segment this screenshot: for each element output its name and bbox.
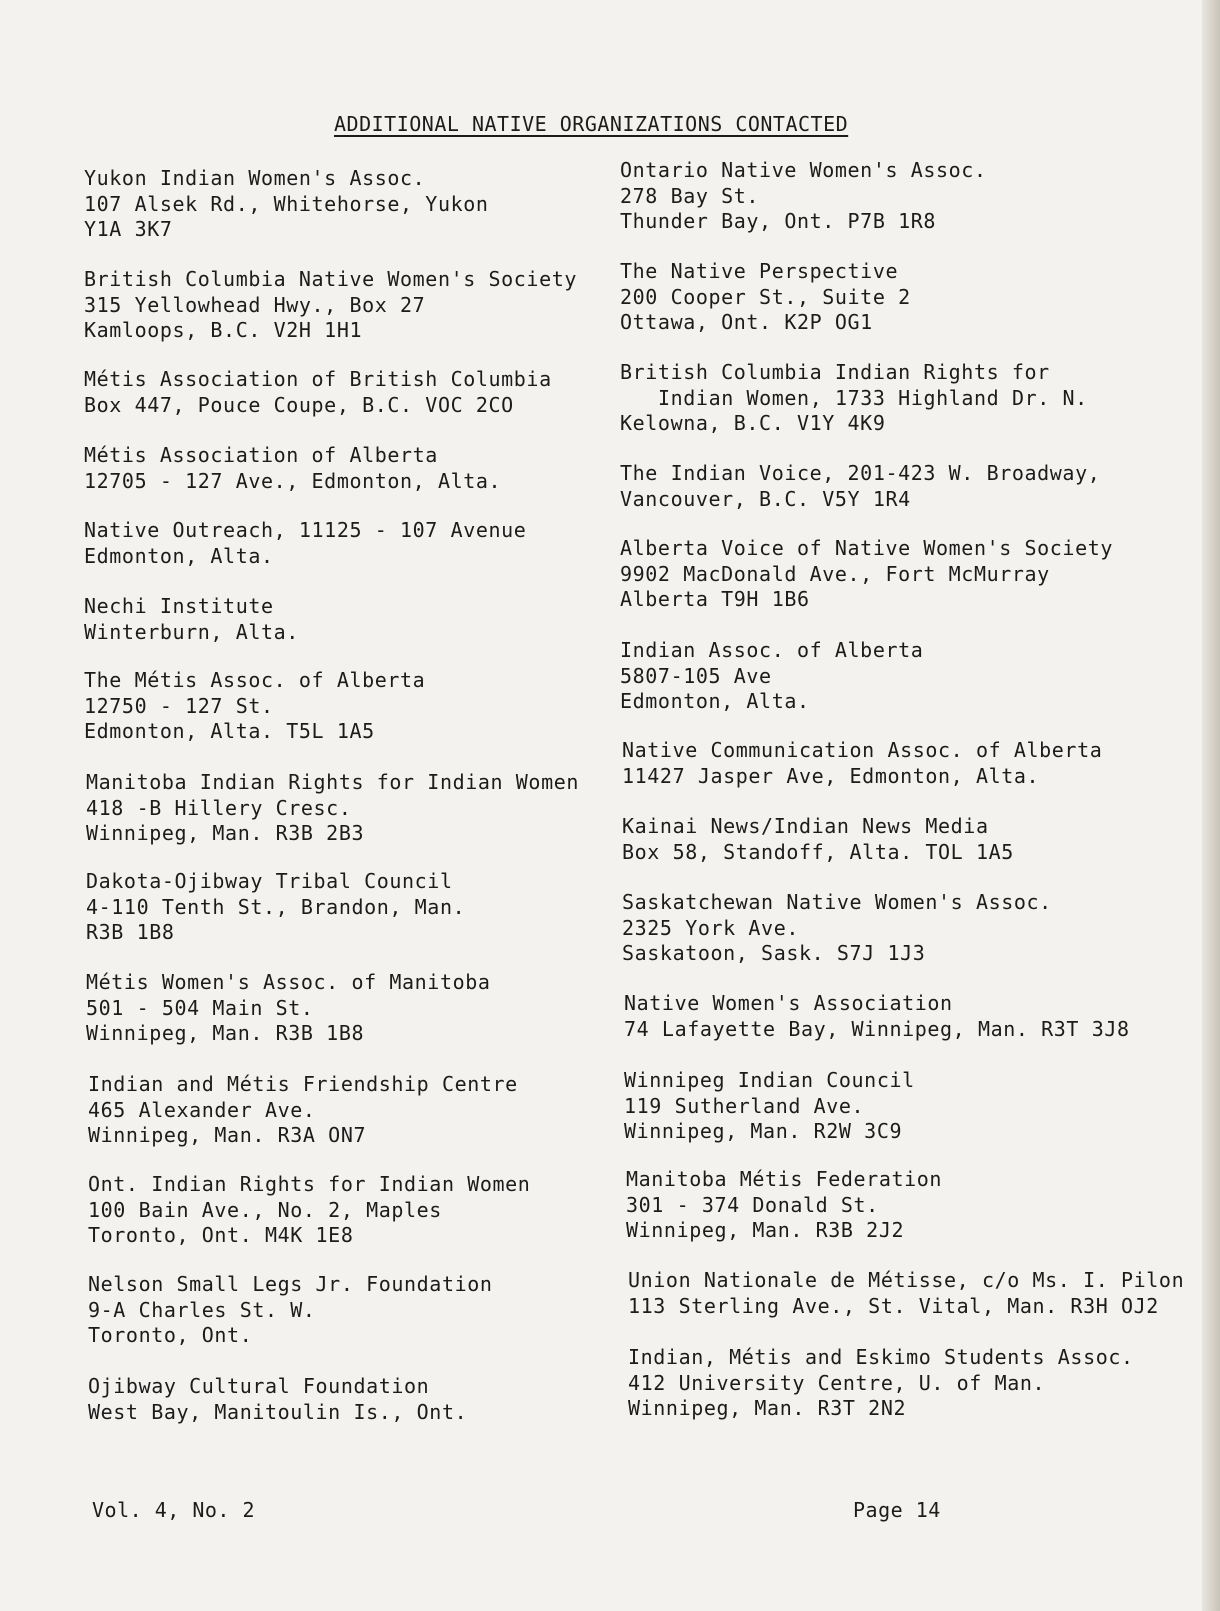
footer-volume: Vol. 4, No. 2	[92, 1498, 256, 1522]
org-address-line: 200 Cooper St., Suite 2	[620, 284, 911, 309]
org-address-line: Winnipeg, Man. R3A ON7	[88, 1123, 367, 1147]
page-title: ADDITIONAL NATIVE ORGANIZATIONS CONTACTED	[334, 112, 849, 136]
org-name: Winnipeg Indian Council	[624, 1068, 915, 1092]
org-address-line: Winnipeg, Man. R3B 1B8	[86, 1021, 365, 1045]
org-entry	[628, 1268, 1184, 1319]
org-entry	[620, 536, 1113, 613]
org-address-line: Winnipeg, Man. R3B 2J2	[626, 1218, 905, 1242]
org-name: Métis Women's Assoc. of Manitoba	[86, 970, 491, 994]
org-entry	[88, 1172, 530, 1249]
org-address-line: Winnipeg, Man. R2W 3C9	[624, 1119, 903, 1143]
org-name: British Columbia Native Women's Society	[84, 267, 577, 291]
org-entry	[86, 770, 579, 847]
org-entry	[88, 1272, 493, 1349]
org-name: Native Women's Association	[624, 991, 953, 1015]
org-entry	[626, 1167, 942, 1244]
org-entry	[84, 594, 299, 645]
org-name: Ojibway Cultural Foundation	[88, 1374, 430, 1398]
org-entry	[622, 814, 1014, 865]
org-name: The Métis Assoc. of Alberta	[84, 668, 426, 692]
org-address-line: Alberta T9H 1B6	[620, 587, 810, 611]
org-address-line: Kelowna, B.C. V1Y 4K9	[620, 411, 886, 435]
org-address-line: Box 447, Pouce Coupe, B.C. VOC 2CO	[84, 392, 514, 417]
org-entry	[86, 970, 491, 1047]
org-address-line: Y1A 3K7	[84, 217, 173, 241]
org-address-line: Box 58, Standoff, Alta. TOL 1A5	[622, 839, 1014, 864]
footer-page-number: Page 14	[853, 1498, 941, 1522]
org-address-line: Saskatoon, Sask. S7J 1J3	[622, 941, 926, 965]
org-entry	[84, 668, 425, 745]
org-address-line: 4-110 Tenth St., Brandon, Man.	[86, 894, 466, 919]
org-address-line: 100 Bain Ave., No. 2, Maples	[88, 1197, 442, 1222]
org-name: Yukon Indian Women's Assoc.	[84, 166, 426, 190]
org-name: Métis Association of Alberta	[84, 443, 438, 467]
org-address-line: 2325 York Ave.	[622, 915, 799, 940]
org-name: Kainai News/Indian News Media	[622, 814, 989, 838]
org-name: Saskatchewan Native Women's Assoc.	[622, 890, 1052, 914]
org-address-line: 119 Sutherland Ave.	[624, 1093, 865, 1118]
org-address-line: Kamloops, B.C. V2H 1H1	[84, 318, 363, 342]
org-entry	[84, 518, 526, 569]
org-entry	[84, 367, 552, 418]
org-address-line: Winterburn, Alta.	[84, 619, 299, 644]
org-address-line: 107 Alsek Rd., Whitehorse, Yukon	[84, 191, 489, 216]
org-address-line: 12750 - 127 St.	[84, 693, 274, 718]
org-address-line: West Bay, Manitoulin Is., Ont.	[88, 1399, 468, 1424]
org-name: Indian, Métis and Eskimo Students Assoc.	[628, 1345, 1134, 1369]
org-entry	[86, 869, 465, 946]
org-name: Manitoba Métis Federation	[626, 1167, 943, 1191]
org-address-line: 113 Sterling Ave., St. Vital, Man. R3H OJ2	[628, 1293, 1159, 1318]
org-name: Native Communication Assoc. of Alberta	[622, 738, 1103, 762]
org-name: Alberta Voice of Native Women's Society	[620, 536, 1113, 560]
org-address-line: Winnipeg, Man. R3B 2B3	[86, 821, 365, 845]
org-address-line: 301 - 374 Donald St.	[626, 1192, 879, 1217]
org-entry	[624, 991, 1130, 1042]
org-address-line: Toronto, Ont.	[88, 1323, 253, 1347]
org-address-line: R3B 1B8	[86, 920, 175, 944]
org-name: Union Nationale de Métisse, c/o Ms. I. Pilon	[628, 1268, 1185, 1292]
org-name: The Indian Voice, 201-423 W. Broadway,	[620, 461, 1101, 485]
org-address-line: Edmonton, Alta.	[620, 689, 810, 713]
org-name: The Native Perspective	[620, 259, 899, 283]
org-address-line: Vancouver, B.C. V5Y 1R4	[620, 486, 911, 511]
org-address-line: Edmonton, Alta. T5L 1A5	[84, 719, 375, 743]
org-address-line: 9-A Charles St. W.	[88, 1297, 316, 1322]
org-entry	[88, 1374, 467, 1425]
org-address-line: Winnipeg, Man. R3T 2N2	[628, 1396, 907, 1420]
org-entry	[628, 1345, 1134, 1422]
org-address-line: 5807-105 Ave	[620, 663, 772, 688]
org-address-line: 501 - 504 Main St.	[86, 995, 314, 1020]
org-entry	[620, 259, 911, 336]
org-name: Manitoba Indian Rights for Indian Women	[86, 770, 579, 794]
org-address-line: 9902 MacDonald Ave., Fort McMurray	[620, 561, 1050, 586]
org-name: British Columbia Indian Rights for	[620, 360, 1050, 384]
org-address-line: 278 Bay St.	[620, 183, 760, 208]
org-entry	[620, 158, 987, 235]
org-name: Ontario Native Women's Assoc.	[620, 158, 987, 182]
org-name: Indian Assoc. of Alberta	[620, 638, 924, 662]
org-entry	[620, 638, 923, 715]
org-entry	[620, 360, 1088, 437]
org-name: Métis Association of British Columbia	[84, 367, 552, 391]
org-name-continued: Indian Women, 1733 Highland Dr. N.	[658, 385, 1088, 410]
org-address-line: 74 Lafayette Bay, Winnipeg, Man. R3T 3J8	[624, 1016, 1130, 1041]
org-address-line: 12705 - 127 Ave., Edmonton, Alta.	[84, 468, 502, 493]
org-address-line: Ottawa, Ont. K2P OG1	[620, 310, 873, 334]
org-address-line: 11427 Jasper Ave, Edmonton, Alta.	[622, 763, 1040, 788]
org-address-line: 315 Yellowhead Hwy., Box 27	[84, 292, 426, 317]
org-entry	[84, 166, 489, 243]
page-edge	[1202, 0, 1220, 1611]
org-entry	[88, 1072, 518, 1149]
org-address-line: Edmonton, Alta.	[84, 543, 274, 568]
org-name: Indian and Métis Friendship Centre	[88, 1072, 518, 1096]
org-entry	[84, 443, 501, 494]
org-name: Dakota-Ojibway Tribal Council	[86, 869, 453, 893]
org-name: Nechi Institute	[84, 594, 274, 618]
org-address-line: 418 -B Hillery Cresc.	[86, 795, 352, 820]
org-entry	[622, 738, 1102, 789]
org-name: Native Outreach, 11125 - 107 Avenue	[84, 518, 527, 542]
org-entry	[620, 461, 1100, 512]
org-entry	[622, 890, 1052, 967]
org-name: Nelson Small Legs Jr. Foundation	[88, 1272, 493, 1296]
org-address-line: 465 Alexander Ave.	[88, 1097, 316, 1122]
org-address-line: Toronto, Ont. M4K 1E8	[88, 1223, 354, 1247]
org-entry	[624, 1068, 915, 1145]
org-address-line: Thunder Bay, Ont. P7B 1R8	[620, 209, 937, 233]
org-name: Ont. Indian Rights for Indian Women	[88, 1172, 531, 1196]
org-entry	[84, 267, 577, 344]
org-address-line: 412 University Centre, U. of Man.	[628, 1370, 1046, 1395]
